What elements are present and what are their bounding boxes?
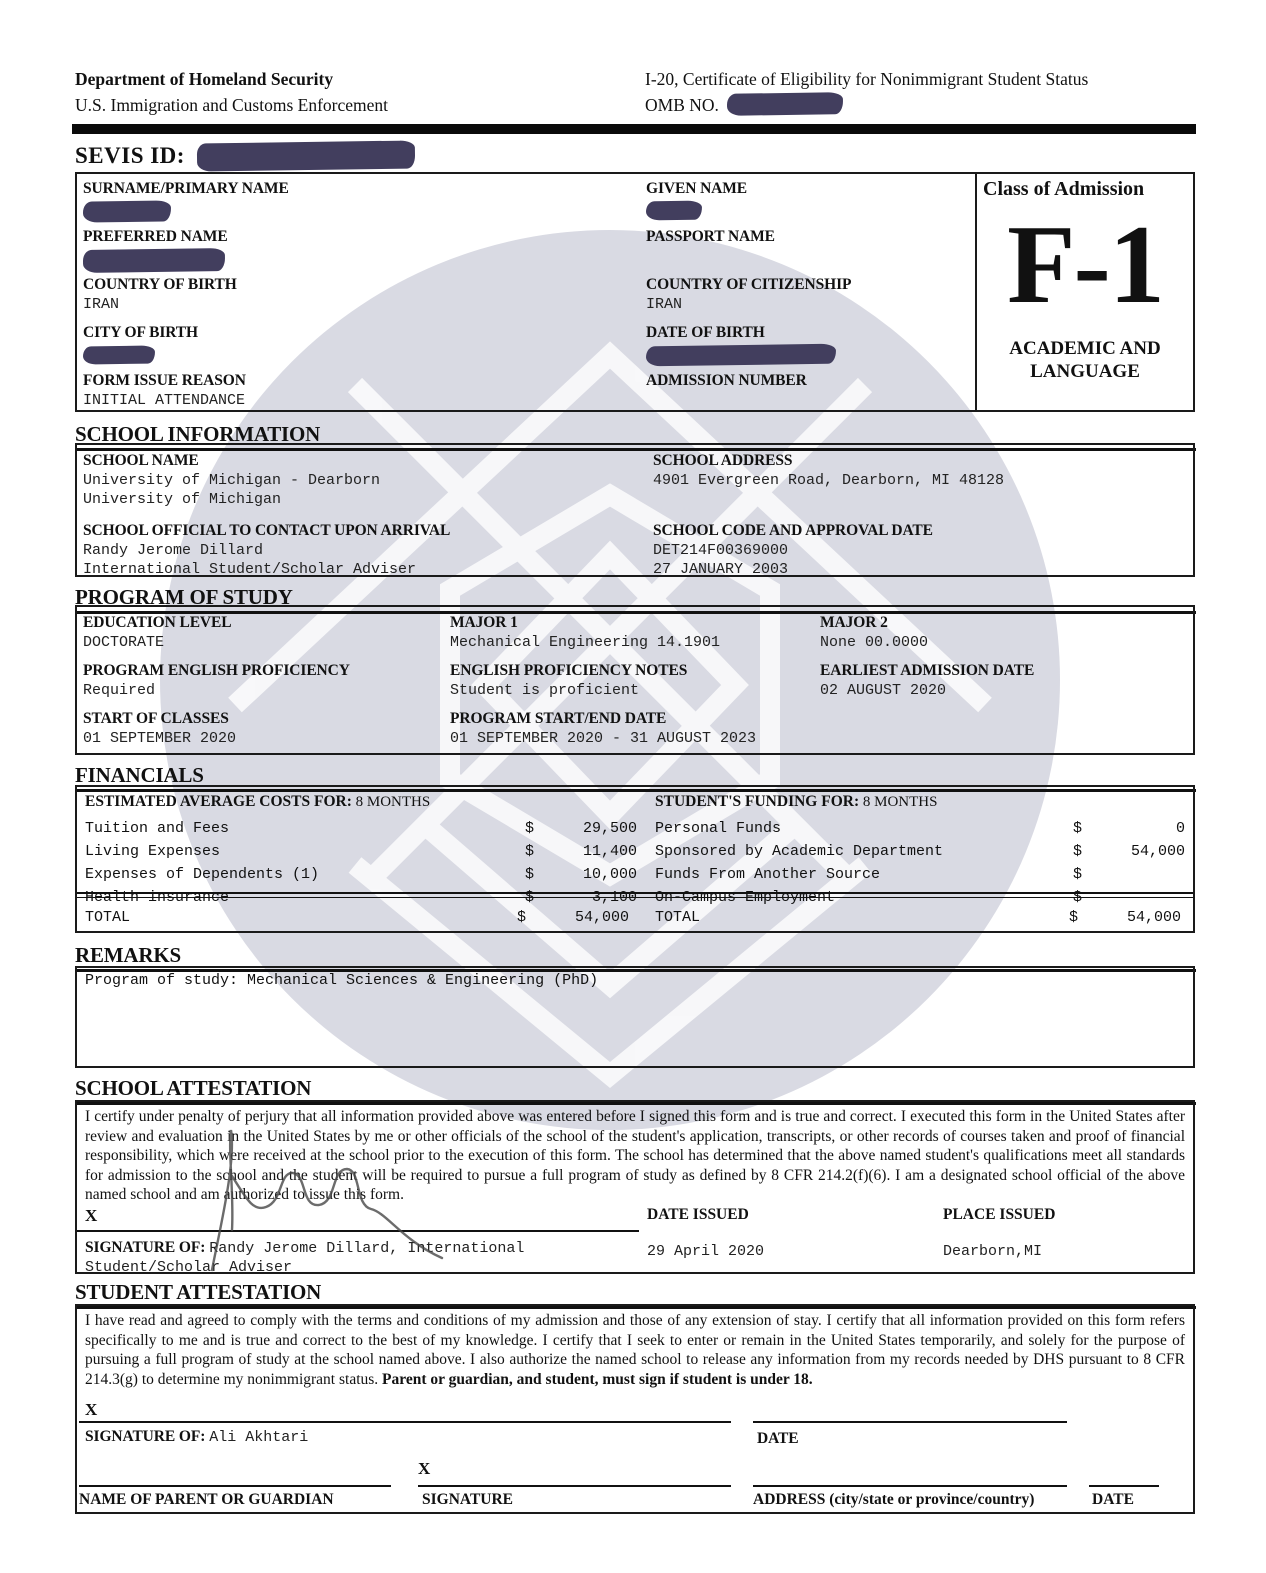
- city-of-birth-redaction: [83, 345, 155, 364]
- field-value: IRAN: [83, 296, 120, 313]
- header-divider-bar: [72, 124, 1196, 134]
- field-label: SCHOOL CODE AND APPROVAL DATE: [653, 522, 933, 539]
- field-label: DATE OF BIRTH: [646, 324, 765, 341]
- school-name-line2: University of Michigan: [83, 491, 282, 508]
- date-of-birth-redaction: [646, 344, 836, 367]
- field-value: IRAN: [646, 296, 683, 313]
- student-attestation-bold-note: Parent or guardian, and student, must sign if student is under 18.: [382, 1370, 813, 1388]
- field-value: Required: [83, 682, 156, 699]
- sevis-id-redaction: [197, 140, 415, 171]
- field-label: CITY OF BIRTH: [83, 324, 198, 341]
- cost-row: Expenses of Dependents (1) $ 10,000: [85, 866, 637, 883]
- student-attestation-body: I have read and agreed to comply with the terms and conditions of my admission and those of any extension of stay. I certify that all information provided on this form refers specifically to me and is true and correct to the best of my knowledge. I certify that I seek to enter or remain in the United States temporarily, and solely for the purpose of pursuing a full program of study at the school named above. I also authorize the named school to release any information from my records needed by DHS pursuant to 8 CFR 214.3(g) to determine my nonimmigrant status.: [85, 1312, 1185, 1388]
- field-label: START OF CLASSES: [83, 710, 229, 727]
- student-signature-line-row: [77, 1395, 1193, 1423]
- agency-name: Department of Homeland Security: [75, 69, 334, 89]
- financials-box: [75, 785, 1195, 933]
- date-issued-value: 29 April 2020: [647, 1243, 765, 1260]
- field-form-issue-reason: [83, 371, 646, 419]
- funding-header-label: STUDENT'S FUNDING FOR:: [655, 793, 860, 810]
- x-mark: X: [85, 1400, 98, 1419]
- section-school-information: SCHOOL INFORMATION: [75, 422, 1196, 451]
- signer-title: Student/Scholar Adviser: [85, 1259, 293, 1276]
- field-label: EDUCATION LEVEL: [83, 614, 232, 631]
- sevis-id-row: [75, 140, 415, 172]
- program-of-study-box: [75, 605, 1195, 755]
- funding-row: Personal Funds $ 0: [655, 820, 1185, 837]
- cost-row: Health insurance $ 3,100: [85, 889, 637, 906]
- costs-header-period: 8 MONTHS: [351, 794, 431, 810]
- field-label: ENGLISH PROFICIENCY NOTES: [450, 662, 688, 679]
- field-value: 01 SEPTEMBER 2020 - 31 AUGUST 2023: [450, 730, 757, 747]
- class-of-admission-description: [983, 337, 1187, 383]
- date-issued-label: DATE ISSUED: [647, 1206, 749, 1223]
- school-attestation-text: I certify under penalty of perjury that all information provided above was entered before I signed this form and is true and correct. I executed this form in the United States after review and evaluation in the United States by me or other officials of the school of the student's application, transcripts, or other records of courses taken and proof of financial responsibility, which were received at the school prior to the execution of this form. The school has determined that the above named student's qualifications meet all standards for admission to the school and the student will be required to pursue a full program of study as defined by 8 CFR 214.2(f)(6). I am a designated school official of the above named school and am authorized to issue this form.: [85, 1108, 1185, 1203]
- place-issued-value: Dearborn,MI: [943, 1243, 1043, 1260]
- field-school-code: [653, 521, 1187, 579]
- field-school-official: [83, 521, 653, 579]
- field-passport-name: [646, 227, 973, 275]
- cost-row: Living Expenses $ 11,400: [85, 843, 637, 860]
- omb-redaction: [727, 92, 843, 116]
- field-value: Student is proficient: [450, 682, 640, 699]
- field-city-of-birth: [83, 323, 646, 371]
- totals-divider: [77, 892, 1193, 898]
- x-mark: X: [85, 1206, 98, 1225]
- field-label: SCHOOL NAME: [83, 452, 199, 469]
- field-label: SURNAME/PRIMARY NAME: [83, 180, 289, 197]
- parent-signature-label: SIGNATURE: [422, 1491, 514, 1508]
- parent-address-line: [753, 1485, 1067, 1487]
- field-value: INITIAL ATTENDANCE: [83, 392, 246, 409]
- sevis-id-label: SEVIS ID:: [75, 143, 185, 168]
- parent-name-label: NAME OF PARENT OR GUARDIAN: [79, 1491, 334, 1508]
- surname-redaction: [83, 200, 171, 222]
- header-agency: [75, 66, 388, 118]
- funding-row: Sponsored by Academic Department $ 54,000: [655, 843, 1185, 860]
- school-attestation-box: [75, 1100, 1195, 1274]
- field-label: ADMISSION NUMBER: [646, 372, 807, 389]
- field-value: DOCTORATE: [83, 634, 165, 651]
- field-english-proficiency: [83, 661, 450, 709]
- parent-signature-line: [418, 1485, 731, 1487]
- signature-line: [77, 1206, 639, 1232]
- section-financials: FINANCIALS: [75, 763, 1196, 792]
- remarks-text: Program of study: Mechanical Sciences & Engineering (PhD): [85, 972, 599, 989]
- parent-date-label: DATE: [1092, 1491, 1134, 1508]
- preferred-name-redaction: [83, 248, 225, 273]
- section-school-attestation: SCHOOL ATTESTATION: [75, 1076, 1196, 1105]
- student-signature-of: [77, 1427, 1193, 1447]
- signature-of-label: SIGNATURE OF:: [85, 1428, 206, 1445]
- parent-guardian-row: [77, 1457, 1193, 1527]
- field-education-level: [83, 613, 450, 661]
- field-label: SCHOOL OFFICIAL TO CONTACT UPON ARRIVAL: [83, 522, 451, 539]
- funding-header-period: 8 MONTHS: [859, 794, 938, 810]
- program-grid: [83, 613, 1187, 757]
- field-major2: [820, 613, 1187, 661]
- omb-label: OMB NO.: [645, 95, 719, 115]
- student-signature-labels-row: [77, 1423, 1193, 1457]
- field-date-of-birth: [646, 323, 973, 371]
- field-value: 02 AUGUST 2020: [820, 682, 947, 699]
- field-label: COUNTRY OF BIRTH: [83, 276, 237, 293]
- field-preferred-name: [83, 227, 646, 275]
- totals-row: [85, 909, 1181, 926]
- field-value: Mechanical Engineering 14.1901: [450, 634, 721, 651]
- field-label: EARLIEST ADMISSION DATE: [820, 662, 1035, 679]
- field-value: None 00.0000: [820, 634, 929, 651]
- parent-name-line: [79, 1485, 391, 1487]
- student-attestation-box: [75, 1304, 1195, 1514]
- official-name: Randy Jerome Dillard: [83, 542, 264, 559]
- field-label: GIVEN NAME: [646, 180, 748, 197]
- omb-line: [645, 92, 1195, 118]
- field-value: 01 SEPTEMBER 2020: [83, 730, 237, 747]
- field-school-address: [653, 451, 1187, 521]
- field-school-name: [83, 451, 653, 521]
- student-attestation-text: [77, 1306, 1193, 1389]
- costs-header: [85, 793, 637, 811]
- field-label: MAJOR 1: [450, 614, 518, 631]
- field-program-dates: [450, 709, 820, 757]
- class-desc-line1: ACADEMIC AND: [1009, 338, 1161, 359]
- personal-fields-grid: [83, 179, 973, 419]
- field-label: MAJOR 2: [820, 614, 888, 631]
- class-desc-line2: LANGUAGE: [1030, 361, 1140, 382]
- field-label: PASSPORT NAME: [646, 228, 775, 245]
- field-given-name: [646, 179, 973, 227]
- field-label: COUNTRY OF CITIZENSHIP: [646, 276, 852, 293]
- field-country-of-citizenship: [646, 275, 973, 323]
- class-of-admission-title: Class of Admission: [983, 178, 1145, 200]
- agency-subname: U.S. Immigration and Customs Enforcement: [75, 95, 389, 115]
- funding-total: TOTAL $ 54,000: [655, 909, 1181, 926]
- school-signature-table: [77, 1206, 1193, 1276]
- school-info-grid: [83, 451, 1187, 579]
- approval-date-value: 27 JANUARY 2003: [653, 561, 789, 578]
- costs-total: TOTAL $ 54,000: [85, 909, 629, 926]
- x-mark: X: [418, 1459, 431, 1478]
- field-country-of-birth: [83, 275, 646, 323]
- signer-name: Randy Jerome Dillard, International: [209, 1240, 525, 1257]
- field-label: SCHOOL ADDRESS: [653, 452, 793, 469]
- field-surname: [83, 179, 646, 227]
- funding-header: [655, 793, 1185, 811]
- class-of-admission-box: [975, 174, 1193, 410]
- section-student-attestation: STUDENT ATTESTATION: [75, 1280, 1196, 1309]
- section-remarks: REMARKS: [75, 943, 1196, 972]
- funding-row: Funds From Another Source $: [655, 866, 1083, 883]
- school-address-value: 4901 Evergreen Road, Dearborn, MI 48128: [653, 472, 1005, 489]
- field-major1: [450, 613, 820, 661]
- section-program-of-study: PROGRAM OF STUDY: [75, 585, 1196, 614]
- field-admission-number: [646, 371, 973, 419]
- remarks-box: [75, 966, 1195, 1068]
- costs-header-label: ESTIMATED AVERAGE COSTS FOR:: [85, 793, 352, 810]
- parent-address-label: ADDRESS (city/state or province/country): [753, 1491, 1035, 1508]
- header-form-title: [645, 66, 1195, 118]
- school-information-box: [75, 443, 1195, 577]
- place-issued-label: PLACE ISSUED: [943, 1206, 1056, 1223]
- field-proficiency-notes: [450, 661, 820, 709]
- signature-of-cell: [77, 1232, 639, 1277]
- field-earliest-admission: [820, 661, 1187, 709]
- class-of-admission-code: F-1: [1007, 203, 1163, 327]
- given-name-redaction: [646, 201, 702, 221]
- parent-date-line: [1089, 1485, 1159, 1487]
- field-start-of-classes: [83, 709, 450, 757]
- field-label: PROGRAM START/END DATE: [450, 710, 667, 727]
- field-label: PROGRAM ENGLISH PROFICIENCY: [83, 662, 350, 679]
- form-title: I-20, Certificate of Eligibility for Nonimmigrant Student Status: [645, 69, 1089, 89]
- field-label: PREFERRED NAME: [83, 228, 228, 245]
- signature-of-label: SIGNATURE OF:: [85, 1239, 206, 1256]
- date-label: DATE: [757, 1430, 799, 1447]
- student-name: Ali Akhtari: [209, 1429, 309, 1446]
- field-label: FORM ISSUE REASON: [83, 372, 246, 389]
- cost-row: Tuition and Fees $ 29,500: [85, 820, 637, 837]
- school-name-line1: University of Michigan - Dearborn: [83, 472, 381, 489]
- school-code-value: DET214F00369000: [653, 542, 789, 559]
- official-title: International Student/Scholar Adviser: [83, 561, 417, 578]
- personal-info-box: [75, 172, 1195, 412]
- funding-row: On-Campus Employment $: [655, 889, 1083, 906]
- field-empty: [820, 709, 1187, 757]
